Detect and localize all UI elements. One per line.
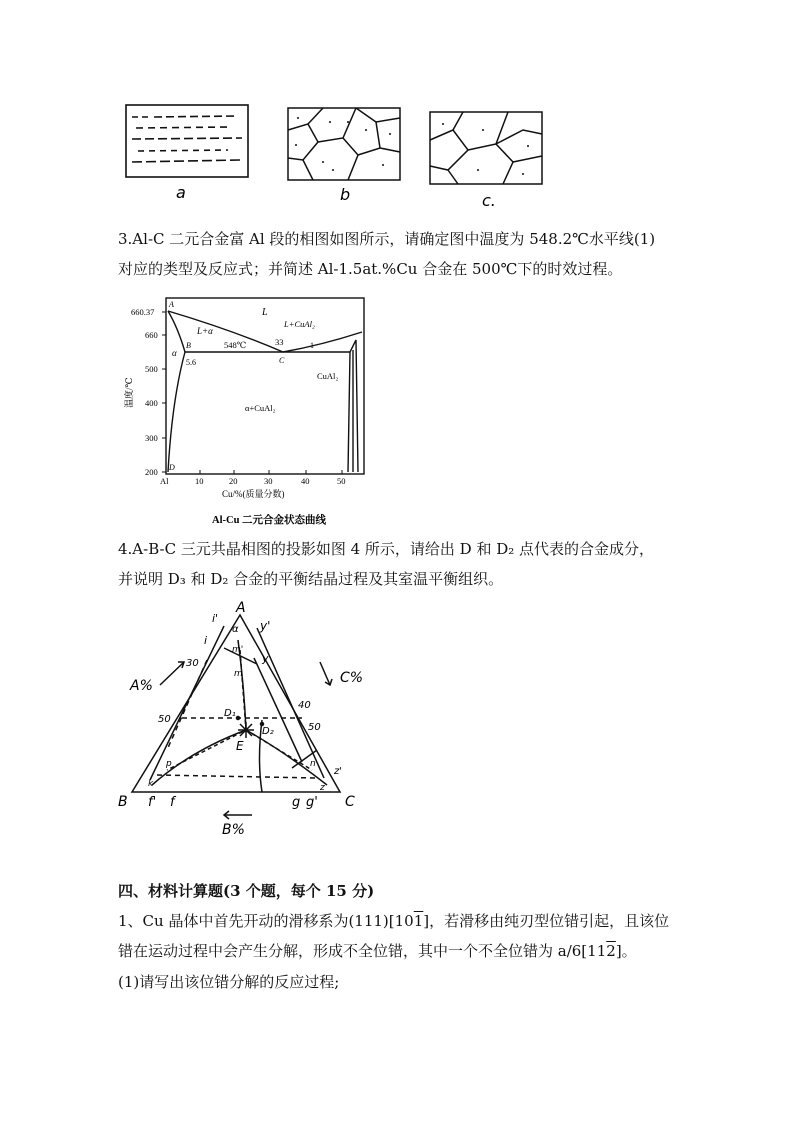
label-n: n [310,759,316,769]
x-tick-50: 50 [337,476,346,486]
label-m-prime: m' [232,645,244,655]
micro-sketch-a [126,105,248,177]
point-a: A [169,300,174,309]
micro-particles-c [442,123,529,175]
tick-30: 30 [186,658,199,669]
tick-40: 40 [298,700,311,711]
section4-q1-line1 [118,910,669,932]
label-m: m [234,669,243,679]
point-e: E [236,739,244,753]
diagram-frame [166,298,364,474]
region-l-alpha: L+α [197,326,213,336]
label-z: z [320,783,325,793]
label-c-pct: C% [340,670,364,686]
label-z-prime: z' [334,766,342,777]
label-f-prime: f' [148,795,157,810]
question4-line2: 并说明 D₃ 和 D₂ 合金的平衡结晶过程及其室温平衡组织。 [118,570,504,588]
q1-line1-text: 1、Cu 晶体中首先开动的滑移系为(111)[10 [118,912,414,930]
section4-q1-line2 [118,940,637,962]
point-d: D [169,463,175,472]
q1-line2-bar-digit: 2 [606,942,616,960]
section4-heading: 四、材料计算题(3 个题，每个 15 分) [118,882,375,900]
point-d2: D₂ [262,726,274,737]
y-tick-500: 500 [145,364,158,374]
section4-q1-sub1: (1)请写出该位错分解的反应过程; [118,973,340,991]
al-cu-phase-diagram [112,290,372,530]
micro-label-c: c. [482,191,496,210]
y-tick-300: 300 [145,433,158,443]
y-tick-660.37: 660.37 [131,307,155,317]
tick-50-left: 50 [158,714,171,725]
question3-line1: 3.Al-C 二元合金富 Al 段的相图如图所示，请确定图中温度为 548.2℃水平线(1) [118,230,656,248]
question4-line1: 4.A-B-C 三元共晶相图的投影如图 4 所示，请给出 D 和 D₂ 点代表的合金成分， [118,540,655,558]
q1-line2-text: 错在运动过程中会产生分解，形成不全位错，其中一个不全位错为 a/6[11 [118,942,607,960]
line-mark-1: 1 [310,341,314,350]
x-tick-20: 20 [229,476,238,486]
label-alpha: α [232,624,239,635]
micro-sketch-c [430,112,542,184]
label-a-pct: A% [130,678,153,694]
point-c: C [279,356,285,365]
label-f: f [170,795,175,810]
micro-label-b: b [340,185,351,204]
micro-label-a: a [176,183,186,202]
region-alpha-cual2: α+CuAl₂ [245,403,276,413]
question3-line2: 对应的类型及反应式；并简述 Al-1.5at.%Cu 合金在 500℃下的时效过程。 [118,260,623,278]
point-b: B [186,341,191,350]
label-g: g [292,795,301,810]
x-tick-al: Al [160,476,169,486]
q1-line1-end: ]，若滑移由纯刃型位错引起，且该位 [423,912,670,930]
region-l-cual2: L+CuAl₂ [284,319,315,329]
x-tick-10: 10 [195,476,204,486]
q1-line1-bar-digit: 1 [413,912,424,930]
microstructure-figures [118,100,548,220]
y-tick-200: 200 [145,467,158,477]
x-axis-label: Cu/%(质量分数) [222,489,285,499]
region-l: L [262,307,268,318]
label-g-prime: g' [306,795,318,810]
label-y-prime: y' [260,619,271,633]
x-tick-40: 40 [301,476,310,486]
comp-33: 33 [275,337,284,347]
vertex-c: C [345,794,355,810]
eutectic-temp-label: 548℃ [224,340,247,350]
ternary-points [237,717,264,739]
ternary-phase-diagram [112,600,372,845]
label-b-pct: B% [222,822,245,838]
tick-50-right: 50 [308,722,321,733]
region-cual2: CuAl₂ [317,371,339,381]
vertex-b: B [118,794,128,810]
micro-sketch-b [288,108,400,180]
diagram-caption: Al-Cu 二元合金状态曲线 [212,515,327,526]
label-i-prime: i' [212,612,219,625]
label-y: y [262,652,269,665]
vertex-a: A [236,600,246,616]
y-axis-label: 温度/℃ [124,377,134,408]
label-p: p [166,759,172,769]
q1-line2-end: ]。 [615,942,637,960]
label-k: k [148,779,154,789]
point-d1: D₁ [224,708,236,719]
comp-5.6: 5.6 [186,358,196,367]
region-alpha: α [172,348,177,358]
y-tick-400: 400 [145,398,158,408]
y-tick-660: 660 [145,330,158,340]
label-i: i [204,634,208,647]
x-tick-30: 30 [264,476,273,486]
